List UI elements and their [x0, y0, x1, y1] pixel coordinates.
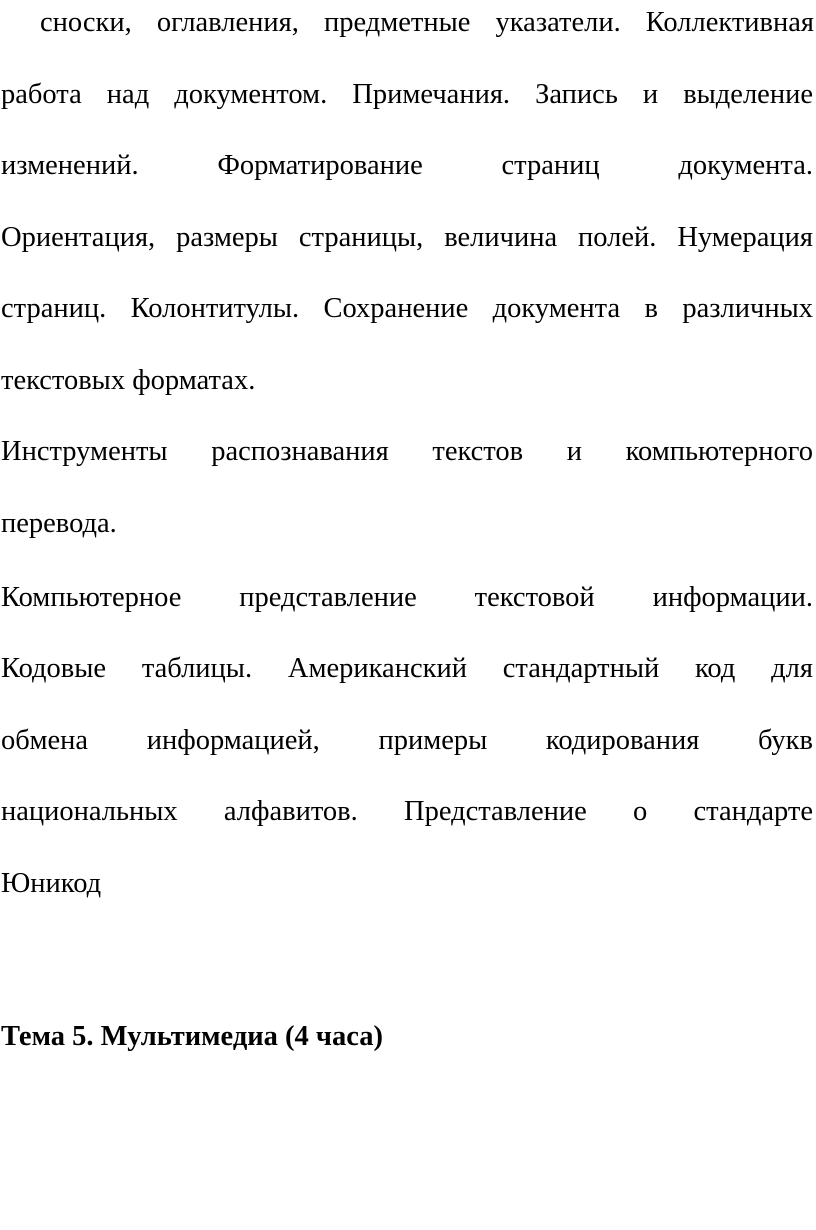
paragraph-2-line-1: Инструменты распознавания текстов и компьютерного — [1, 436, 813, 467]
paragraph-1-line-1: сноски, оглавления, предметные указатели. Коллективная — [40, 7, 814, 38]
section-heading: Тема 5. Мультимедиа (4 часа) — [1, 1021, 383, 1052]
paragraph-1-line-5: страниц. Колонтитулы. Сохранение документа в различных — [1, 293, 813, 324]
paragraph-3-line-1: Компьютерное представление текстовой информации. — [1, 582, 813, 613]
paragraph-3-line-2: Кодовые таблицы. Американский стандартный код для — [1, 653, 813, 684]
paragraph-1-line-2: работа над документом. Примечания. Запись и выделение — [1, 79, 813, 110]
paragraph-1-line-3: изменений. Форматирование страниц документа. — [1, 150, 813, 181]
paragraph-3-line-3: обмена информацией, примеры кодирования букв — [1, 725, 813, 756]
paragraph-1-line-6: текстовых форматах. — [1, 365, 256, 396]
paragraph-2-line-2: перевода. — [1, 508, 117, 539]
paragraph-1-line-4: Ориентация, размеры страницы, величина полей. Нумерация — [1, 222, 813, 253]
paragraph-3-line-5: Юникод — [1, 868, 102, 899]
paragraph-3-line-4: национальных алфавитов. Представление о стандарте — [1, 796, 813, 827]
